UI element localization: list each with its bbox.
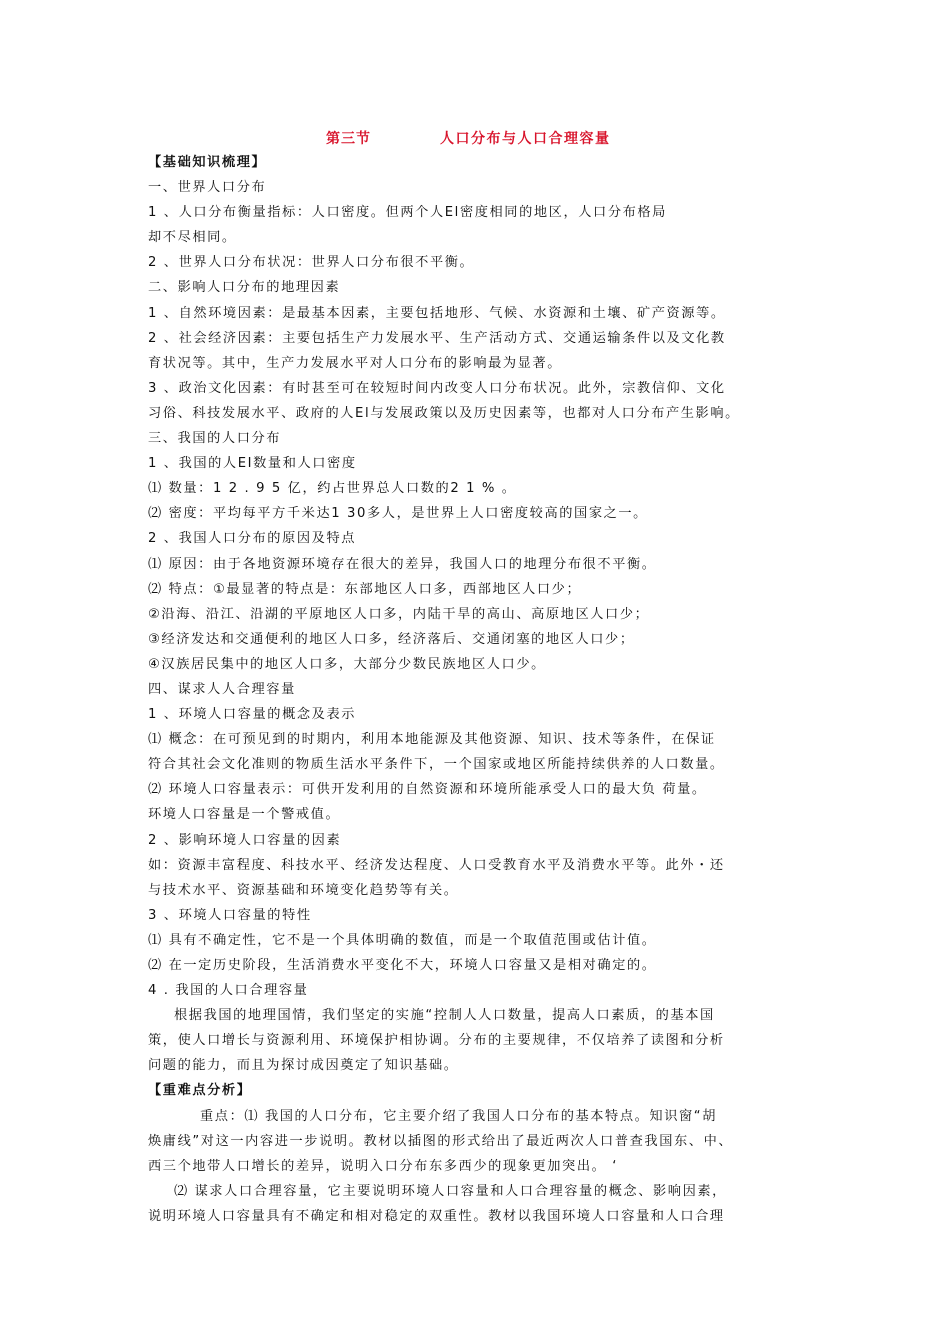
document-body <box>148 150 818 1229</box>
text-line: ⑴ 数量：1 2 . 9 5 亿，约占世界总人口数的2 1 % 。 <box>148 481 517 497</box>
text-line: ⑵ 环境人口容量表示：可供开发利用的自然资源和环境所能承受人口的最大负 荷量。 <box>148 782 707 798</box>
text-line: 符合其社会文化准则的物质生活水平条件下，一个国家或地区所能持续供养的人口数量。 <box>148 757 725 773</box>
text-line: 育状况等。其中，生产力发展水平对人口分布的影响最为显著。 <box>148 355 563 371</box>
text-line: 与技术水平、资源基础和环境变化趋势等有关。 <box>148 882 459 898</box>
text-line: 西三个地带人口增长的差异，说明入口分布东多西少的现象更加突出。 ‘ <box>148 1158 618 1174</box>
text-line: ⑵ 特点：①最显著的特点是：东部地区人口多，西部地区人口少； <box>148 581 582 597</box>
text-line: 1 、环境人口容量的概念及表示 <box>148 707 357 723</box>
section-heading: 【基础知识梳理】 <box>148 155 267 170</box>
text-line: 二、影响人口分布的地理因素 <box>148 280 341 296</box>
text-line: 三、我国的人口分布 <box>148 431 282 447</box>
text-line: 1 、人口分布衡量指标：人口密度。但两个人El密度相同的地区，人口分布格局 <box>148 205 667 221</box>
text-line: 根据我国的地理国情，我们坚定的实施“控制人人口数量，提高人口素质，的基本国 <box>174 1008 715 1024</box>
text-line: 1 、自然环境因素：是最基本因素，主要包括地形、气候、水资源和土壤、矿产资源等。 <box>148 305 726 321</box>
text-line: ⑵ 谋求人口合理容量，它主要说明环境人口容量和人口合理容量的概念、影响因素， <box>174 1183 727 1199</box>
text-line: 习俗、科技发展水平、政府的人El与发展政策以及历史因素等，也都对人口分布产生影响。 <box>148 405 740 421</box>
section-title: 人口分布与人口合理容量 <box>440 131 611 147</box>
text-line: 焕庸线”对这一内容进一步说明。教材以插图的形式给出了最近两次人口普查我国东、中、 <box>148 1133 734 1149</box>
text-line: 说明环境人口容量具有不确定和相对稳定的双重性。教材以我国环境人口容量和人口合理 <box>148 1208 725 1224</box>
text-line: ⑵ 在一定历史阶段，生活消费水平变化不大，环境人口容量又是相对确定的。 <box>148 958 657 973</box>
text-line: 四、谋求人人合理容量 <box>148 681 296 697</box>
text-line: 2 、世界人口分布状况：世界人口分布很不平衡。 <box>148 255 475 271</box>
text-line: 策，使人口增长与资源利用、环境保护相协调。分布的主要规律，不仅培养了读图和分析 <box>148 1033 725 1049</box>
text-line: 1 、我国的人EI数量和人口密度 <box>148 456 357 472</box>
text-line: 如：资源丰富程度、科技水平、经济发达程度、人口受教育水平及消费水平等。此外・还 <box>148 857 725 873</box>
text-line: ⑴ 概念：在可预见到的时期内，利用本地能源及其他资源、知识、技术等条件，在保证 <box>148 732 716 748</box>
text-line: 环境人口容量是一个警戒值。 <box>148 807 341 823</box>
text-line: ③经济发达和交通便利的地区人口多，经济落后、交通闭塞的地区人口少； <box>148 631 635 647</box>
text-line: 一、世界人口分布 <box>148 180 267 196</box>
text-line: 问题的能力，而且为探讨成因奠定了知识基础。 <box>148 1058 459 1074</box>
text-line: 4 . 我国的人口合理容量 <box>148 983 309 999</box>
page-title <box>0 128 950 150</box>
section-number: 第三节 <box>326 131 371 147</box>
text-line: 3 、政治文化因素：有时甚至可在较短时间内改变人口分布状况。此外，宗教信仰、文化 <box>148 380 726 396</box>
text-line: 2 、社会经济因素：主要包括生产力发展水平、生产活动方式、交通运输条件以及文化教 <box>148 330 726 346</box>
text-line: 却不尽相同。 <box>148 230 237 246</box>
section-heading: 【重难点分析】 <box>148 1083 252 1099</box>
text-line: ⑵ 密度：平均每平方千米达1 30多人，是世界上人口密度较高的国家之一。 <box>148 506 648 522</box>
text-line: 2 、影响环境人口容量的因素 <box>148 832 342 848</box>
text-line: ④汉族居民集中的地区人口多，大部分少数民族地区人口少。 <box>148 656 546 672</box>
text-line: ②沿海、沿江、沿湖的平原地区人口多，内陆干旱的高山、高原地区人口少； <box>148 606 650 622</box>
text-line: 3 、环境人口容量的特性 <box>148 907 312 923</box>
text-line: ⑴ 原因：由于各地资源环境存在很大的差异，我国人口的地理分布很不平衡。 <box>148 556 657 572</box>
text-line: 2 、我国人口分布的原因及特点 <box>148 531 357 547</box>
text-line: ⑴ 具有不确定性，它不是一个具体明确的数值，而是一个取值范围或估计值。 <box>148 932 657 948</box>
text-line: 重点：⑴ 我国的人口分布，它主要介绍了我国人口分布的基本特点。知识窗“胡 <box>200 1108 717 1124</box>
